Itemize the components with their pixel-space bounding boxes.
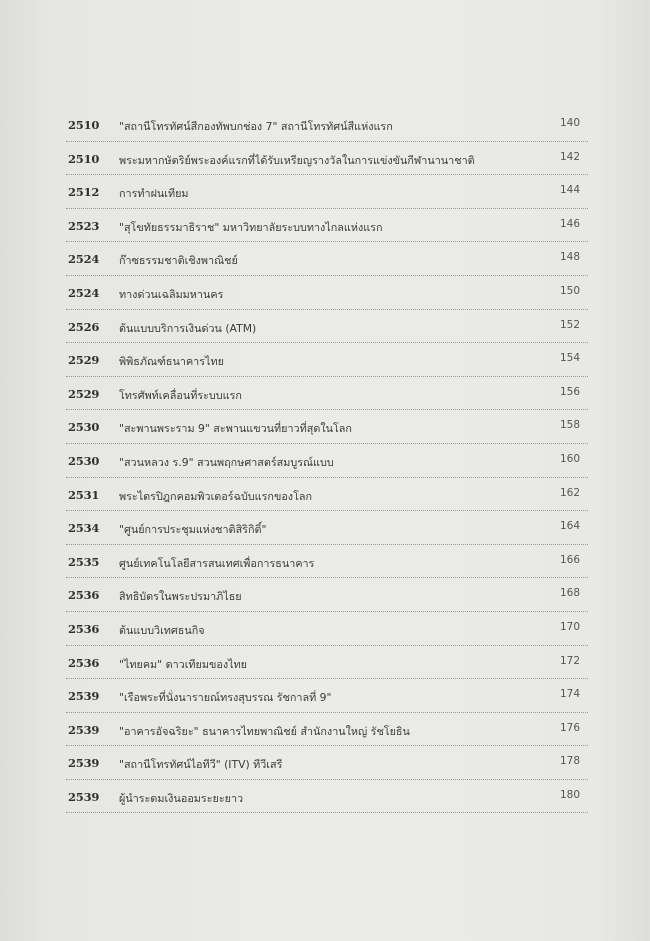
toc-page-number: 164 — [559, 520, 580, 533]
toc-year: 2539 — [68, 722, 100, 737]
toc-page-number: 142 — [559, 150, 580, 163]
toc-year: 2536 — [68, 621, 100, 636]
toc-row — [66, 646, 588, 680]
toc-page-number: 156 — [559, 385, 580, 398]
toc-title: ก๊าซธรรมชาติเชิงพาณิชย์ — [119, 254, 238, 268]
toc-row — [66, 713, 588, 747]
toc-title: "ไทยคม" ดาวเทียมของไทย — [119, 657, 247, 671]
toc-title: "สุโขทัยธรรมาธิราช" มหาวิทยาลัยระบบทางไกลแห่งแรก — [119, 220, 383, 234]
toc-page-number: 178 — [559, 755, 580, 768]
toc-year: 2531 — [68, 487, 100, 502]
table-of-contents — [66, 108, 588, 813]
toc-row — [66, 310, 588, 344]
toc-year: 2539 — [68, 756, 100, 771]
toc-year: 2510 — [68, 151, 100, 166]
toc-title: "อาคารอัจฉริยะ" ธนาคารไทยพาณิชย์ สำนักงานใหญ่ รัชโยธิน — [119, 724, 410, 738]
toc-title: "สวนหลวง ร.9" สวนพฤกษศาสตร์สมบูรณ์แบบ — [119, 455, 334, 469]
toc-title: ศูนย์เทคโนโลยีสารสนเทศเพื่อการธนาคาร — [119, 556, 315, 570]
toc-year: 2530 — [68, 453, 100, 468]
toc-page-number: 148 — [559, 251, 580, 264]
toc-title: ต้นแบบบริการเงินด่วน (ATM) — [119, 321, 257, 335]
toc-year: 2529 — [68, 353, 100, 368]
toc-row — [66, 444, 588, 478]
toc-row — [66, 545, 588, 579]
toc-page-number: 174 — [559, 688, 580, 701]
toc-title: "สะพานพระราม 9" สะพานแขวนที่ยาวที่สุดในโลก — [119, 422, 352, 436]
toc-page-number: 158 — [559, 419, 580, 432]
toc-title: ต้นแบบวิเทศธนกิจ — [119, 623, 205, 637]
toc-page-number: 170 — [559, 620, 580, 633]
toc-row — [66, 511, 588, 545]
toc-year: 2539 — [68, 689, 100, 704]
toc-year: 2512 — [68, 185, 100, 200]
toc-page-number: 168 — [559, 587, 580, 600]
toc-page-number: 154 — [559, 352, 580, 365]
toc-title: "ศูนย์การประชุมแห่งชาติสิริกิติ์" — [119, 523, 267, 537]
toc-row — [66, 578, 588, 612]
toc-page-number: 150 — [559, 284, 580, 297]
toc-row — [66, 343, 588, 377]
toc-title: ผู้นำระดมเงินออมระยะยาว — [119, 791, 244, 805]
toc-year: 2530 — [68, 420, 100, 435]
toc-row — [66, 108, 588, 142]
toc-title: โทรศัพท์เคลื่อนที่ระบบแรก — [119, 388, 242, 402]
toc-row — [66, 780, 588, 814]
toc-year: 2524 — [68, 285, 100, 300]
toc-title: การทำฝนเทียม — [119, 187, 189, 201]
toc-page-number: 176 — [559, 721, 580, 734]
toc-row — [66, 410, 588, 444]
toc-title: พระมหากษัตริย์พระองค์แรกที่ได้รับเหรียญรางวัลในการแข่งขันกีฬานานาชาติ — [119, 153, 475, 167]
toc-page-number: 180 — [559, 788, 580, 801]
toc-row — [66, 276, 588, 310]
toc-row — [66, 612, 588, 646]
toc-year: 2529 — [68, 386, 100, 401]
toc-row — [66, 679, 588, 713]
toc-page-number: 172 — [559, 654, 580, 667]
toc-year: 2510 — [68, 118, 100, 132]
toc-year: 2536 — [68, 588, 100, 603]
toc-title: พระไตรปิฎกคอมพิวเตอร์ฉบับแรกของโลก — [119, 489, 313, 503]
toc-title: พิพิธภัณฑ์ธนาคารไทย — [119, 355, 224, 369]
toc-page-number: 160 — [559, 452, 580, 465]
toc-year: 2524 — [68, 252, 100, 267]
toc-row — [66, 746, 588, 780]
toc-title: "สถานีโทรทัศน์สีกองทัพบกช่อง 7" สถานีโทรทัศน์สีแห่งแรก — [119, 120, 393, 133]
toc-title: สิทธิบัตรในพระปรมาภิไธย — [119, 590, 242, 604]
toc-year: 2535 — [68, 554, 100, 569]
toc-row — [66, 478, 588, 512]
toc-page-number: 162 — [559, 486, 580, 499]
toc-title: ทางด่วนเฉลิมมหานคร — [119, 287, 224, 301]
toc-row — [66, 175, 588, 209]
toc-page-number: 144 — [559, 184, 580, 197]
toc-row — [66, 242, 588, 276]
toc-page-number: 146 — [559, 217, 580, 230]
toc-title: "เรือพระที่นั่งนารายณ์ทรงสุบรรณ รัชกาลที่ 9" — [119, 691, 332, 705]
toc-page-number: 166 — [559, 553, 580, 566]
toc-row — [66, 377, 588, 411]
toc-year: 2534 — [68, 521, 100, 536]
toc-year: 2536 — [68, 655, 100, 670]
toc-year: 2523 — [68, 218, 100, 233]
toc-title: "สถานีโทรทัศน์ไอทีวี" (ITV) ทีวีเสรี — [119, 758, 283, 772]
toc-page-number: 152 — [559, 318, 580, 331]
toc-year: 2539 — [68, 789, 100, 804]
toc-row — [66, 142, 588, 176]
toc-page-number: 140 — [559, 117, 580, 129]
toc-row — [66, 209, 588, 243]
toc-year: 2526 — [68, 319, 100, 334]
